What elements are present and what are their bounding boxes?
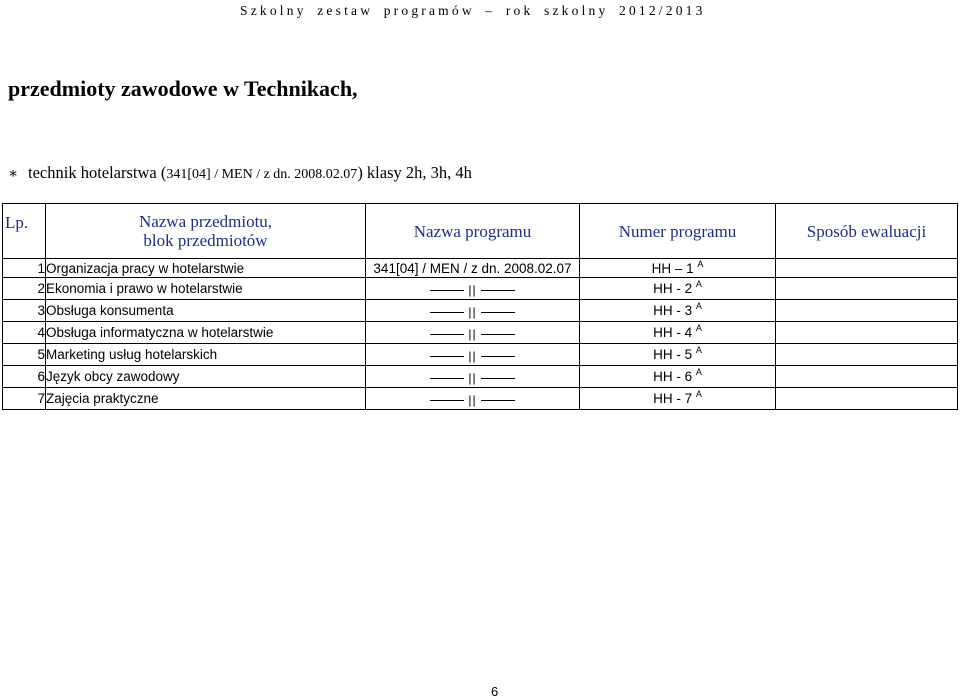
ditto-bars: ||: [468, 393, 477, 407]
row-subject: Język obcy zawodowy: [46, 366, 366, 388]
column-header-subject-line2: blok przedmiotów: [143, 231, 268, 250]
ditto-bars: ||: [468, 371, 477, 385]
running-header: Szkolny zestaw programów – rok szkolny 2012/2013: [240, 3, 706, 18]
ditto-bars: ||: [468, 305, 477, 319]
row-program: [366, 388, 580, 410]
profession-bullet: [8, 163, 472, 183]
row-subject: Zajęcia praktyczne: [46, 388, 366, 410]
row-program-number: [580, 388, 776, 410]
ditto-mark: [426, 392, 518, 409]
row-subject: Organizacja pracy w hotelarstwie: [46, 259, 366, 278]
row-lp: 7: [3, 388, 46, 410]
section-title: przedmioty zawodowe w Technikach,: [8, 76, 358, 101]
row-number-text: HH - 2: [653, 281, 693, 296]
ditto-dash-right: [481, 290, 515, 291]
row-subject: Ekonomia i prawo w hotelarstwie: [46, 278, 366, 300]
ditto-dash-right: [481, 378, 515, 379]
row-number-superscript: A: [695, 323, 702, 333]
row-number-superscript: A: [695, 279, 702, 289]
program-code: 341[04] / MEN / z dn. 2008.02.07: [166, 167, 358, 182]
row-subject: Marketing usług hotelarskich: [46, 344, 366, 366]
table-row: [3, 366, 958, 388]
ditto-dash-left: [430, 312, 464, 313]
ditto-dash-right: [481, 400, 515, 401]
column-header-program-name: Nazwa programu: [366, 204, 580, 259]
ditto-mark: [426, 282, 518, 299]
ditto-dash-left: [430, 334, 464, 335]
row-lp: 3: [3, 300, 46, 322]
ditto-bars: ||: [468, 327, 477, 341]
row-lp: 6: [3, 366, 46, 388]
row-program: [366, 344, 580, 366]
table-row: [3, 278, 958, 300]
ditto-dash-left: [430, 400, 464, 401]
row-lp: 2: [3, 278, 46, 300]
row-subject: Obsługa konsumenta: [46, 300, 366, 322]
row-number-text: HH – 1: [651, 260, 694, 276]
asterisk-bullet-icon: ∗: [8, 166, 19, 182]
row-number-superscript: A: [695, 345, 702, 355]
row-program: [366, 300, 580, 322]
row-number-text: HH - 7: [653, 391, 693, 406]
table-row: [3, 344, 958, 366]
row-subject: Obsługa informatyczna w hotelarstwie: [46, 322, 366, 344]
row-program-number: [580, 344, 776, 366]
row-program-number: [580, 366, 776, 388]
row-number-superscript: A: [697, 258, 704, 269]
row-evaluation: [776, 278, 958, 300]
ditto-bars: ||: [468, 283, 477, 297]
column-header-lp: Lp.: [3, 204, 46, 259]
column-header-evaluation: Sposób ewaluacji: [776, 204, 958, 259]
row-number-superscript: A: [695, 301, 702, 311]
ditto-mark: [426, 326, 518, 343]
row-number-text: HH - 5: [653, 347, 693, 362]
column-header-program-number: Numer programu: [580, 204, 776, 259]
row-program-number: [580, 322, 776, 344]
ditto-dash-right: [481, 334, 515, 335]
column-header-subject-line1: Nazwa przedmiotu,: [138, 212, 273, 231]
table-row: [3, 259, 958, 278]
ditto-mark: [426, 304, 518, 321]
ditto-dash-left: [430, 290, 464, 291]
programs-table: [2, 203, 958, 410]
row-evaluation: [776, 300, 958, 322]
row-number-text: HH - 6: [653, 369, 693, 384]
ditto-bars: ||: [468, 349, 477, 363]
table-body: [3, 259, 958, 410]
ditto-dash-left: [430, 378, 464, 379]
ditto-dash-right: [481, 356, 515, 357]
profession-name: technik hotelarstwa (: [28, 163, 167, 182]
ditto-dash-left: [430, 356, 464, 357]
row-program: [366, 322, 580, 344]
class-list: ) klasy 2h, 3h, 4h: [357, 163, 472, 182]
ditto-mark: [426, 348, 518, 365]
row-program-number: [580, 300, 776, 322]
row-lp: 4: [3, 322, 46, 344]
row-program: 341[04] / MEN / z dn. 2008.02.07: [366, 259, 580, 278]
row-program-number: [580, 278, 776, 300]
row-evaluation: [776, 366, 958, 388]
row-evaluation: [776, 344, 958, 366]
table-row: [3, 300, 958, 322]
row-evaluation: [776, 388, 958, 410]
ditto-dash-right: [481, 312, 515, 313]
row-lp: 5: [3, 344, 46, 366]
page-number: 6: [491, 684, 499, 699]
row-program: [366, 278, 580, 300]
row-number-superscript: A: [695, 389, 702, 399]
row-number-text: HH - 4: [653, 325, 693, 340]
table-row: [3, 322, 958, 344]
table-header-row: [3, 204, 958, 259]
row-evaluation: [776, 322, 958, 344]
table-row: [3, 388, 958, 410]
row-number-text: HH - 3: [653, 303, 693, 318]
row-program-number: [580, 259, 776, 278]
row-lp: 1: [3, 259, 46, 278]
ditto-mark: [426, 370, 518, 387]
row-number-superscript: A: [695, 367, 702, 377]
row-program: [366, 366, 580, 388]
row-evaluation: [776, 259, 958, 278]
column-header-subject: [46, 204, 366, 259]
